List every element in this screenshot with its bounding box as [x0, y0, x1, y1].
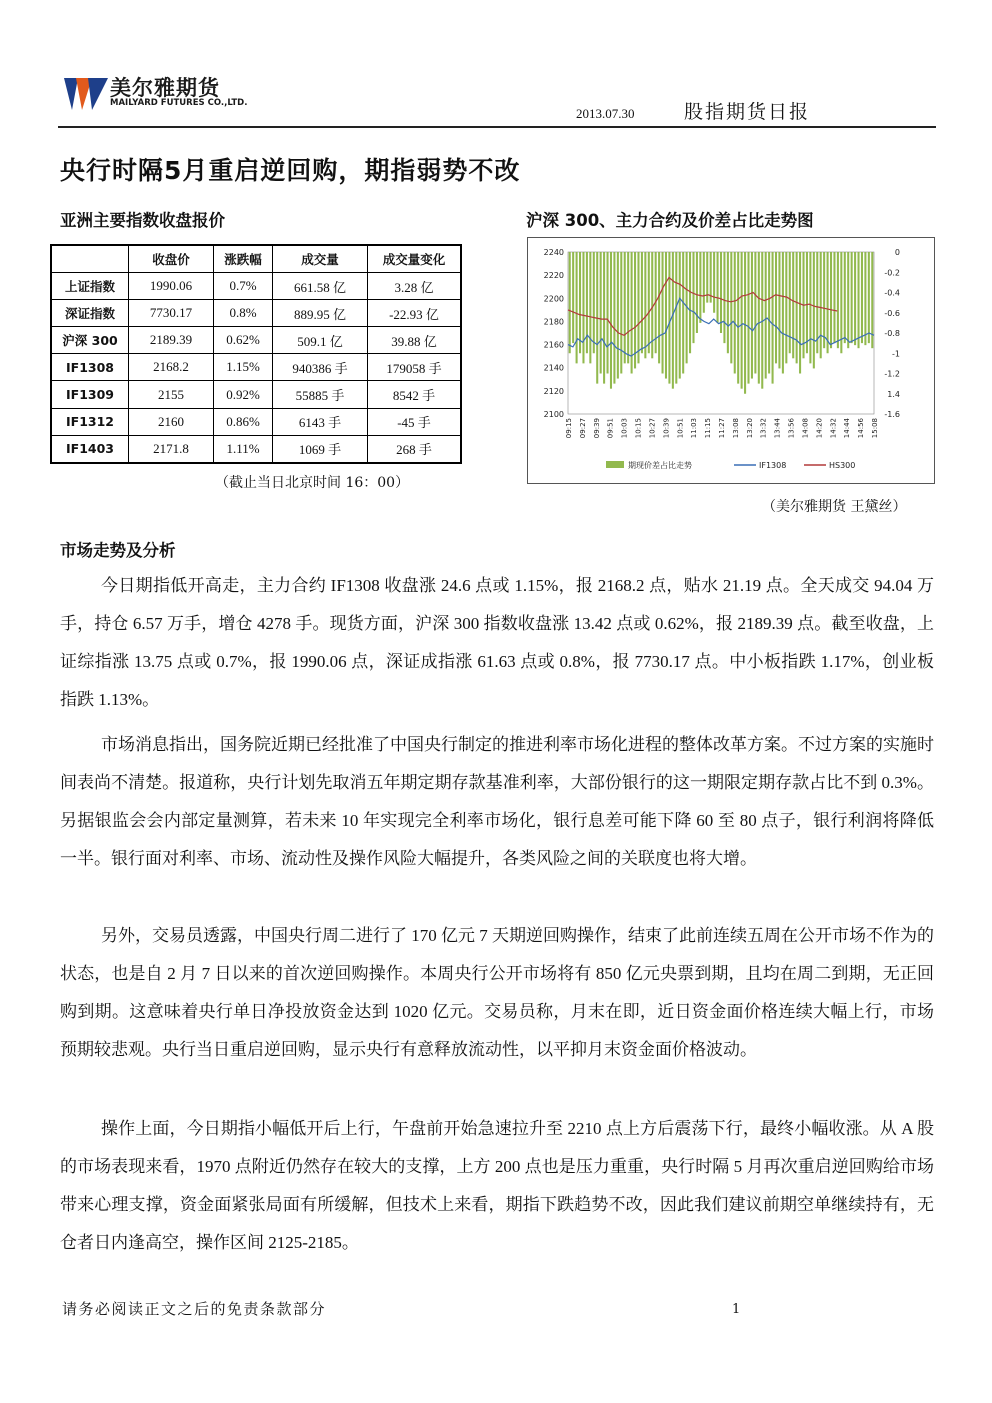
y-right-tick-label: -1.6 [884, 410, 900, 419]
table-cell: 940386 手 [273, 354, 368, 381]
spread-bar [833, 252, 835, 343]
x-tick-label: 13:20 [745, 418, 754, 439]
x-tick-label: 13:56 [787, 418, 796, 439]
spread-bar [637, 252, 639, 363]
table-heading: 亚洲主要指数收盘报价 [60, 211, 225, 230]
spread-bar [699, 252, 701, 323]
column-header: 成交量变化 [368, 245, 462, 273]
column-header: 收盘价 [129, 245, 214, 273]
x-tick-label: 13:08 [731, 418, 740, 439]
spread-bar [589, 252, 591, 363]
y-left-tick-label: 2200 [543, 294, 564, 304]
y-right-tick-label: -0.8 [884, 329, 900, 338]
spread-bar [610, 252, 612, 389]
row-label: IF1308 [51, 354, 129, 381]
disclaimer-note: 请务必阅读正文之后的免责条款部分 [62, 1300, 327, 1318]
x-tick-label: 13:32 [759, 418, 768, 439]
x-tick-label: 10:27 [648, 418, 657, 439]
spread-bar [844, 252, 846, 343]
table-cell: 2171.8 [129, 435, 214, 463]
column-header: 成交量 [273, 245, 368, 273]
table-row [51, 408, 461, 435]
spread-bar [665, 252, 667, 379]
y-right-tick-label: -0.4 [884, 288, 900, 298]
x-tick-label: 14:56 [857, 418, 866, 439]
spread-bar [689, 252, 691, 353]
spread-bar [696, 252, 698, 333]
spread-bar [864, 252, 866, 345]
table-cell: 889.95 亿 [273, 300, 368, 327]
spread-bar [768, 252, 770, 374]
spread-bar [765, 252, 767, 379]
spread-bar [830, 252, 832, 348]
x-tick-label: 10:51 [676, 418, 685, 439]
table-cell: 1069 手 [273, 435, 368, 463]
legend-swatch-bar [606, 461, 624, 468]
x-tick-label: 10:15 [634, 418, 643, 439]
spread-bar [751, 252, 753, 379]
spread-bar [796, 252, 798, 363]
spread-bar [851, 252, 853, 343]
spread-bar [723, 252, 725, 343]
spread-bar [837, 252, 839, 348]
x-tick-label: 11:27 [718, 418, 726, 439]
analysis-paragraph: 今日期指低开高走，主力合约 IF1308 收盘涨 24.6 点或 1.15%，报 2168.2 点，贴水 21.19 点。全天成交 94.04 万手，持仓 6.57 万手，增仓 4278 手。现货方面，沪深 300 指数收盘涨 13.42 点或 0.62%，报 2189.39 点。截至收盘，上证综指涨 13.75 点或 0.7%，报 1990.06 点，深证成指涨 61.63 点或 0.8%，报 7730.17 点。中小板指跌 1.17%，创业板指跌 1.13%。 [60, 576, 934, 709]
spread-bar [747, 252, 749, 384]
y-left-tick-label: 2160 [543, 340, 564, 350]
row-label: IF1312 [51, 408, 129, 435]
x-tick-label: 10:39 [662, 418, 671, 439]
row-label: IF1403 [51, 435, 129, 463]
analysis-paragraph: 另外，交易员透露，中国央行周二进行了 170 亿元 7 天期逆回购操作，结束了此前连续五周在公开市场不作为的状态，也是自 2 月 7 日以来的首次逆回购操作。本周央行公开市场将有 850 亿元央票到期，且均在周二到期，无正回购到期。这意味着央行单日净投放资金达到 1020 亿元。交易员称，月末在即，近日资金面价格连续大幅上行，市场预期较悲观。央行当日重启逆回购，显示央行有意释放流动性，以平抑月末资金面价格波动。 [60, 926, 934, 1059]
table-cell: 0.92% [214, 381, 273, 408]
spread-bar [827, 252, 829, 353]
table-row [51, 300, 461, 327]
table-cell: 2160 [129, 408, 214, 435]
y-left-tick-label: 2140 [543, 363, 564, 373]
table-cell: 55885 手 [273, 381, 368, 408]
table-note: （截止当日北京时间 16：00） [215, 475, 410, 491]
table-cell: 7730.17 [129, 300, 214, 327]
x-tick-label: 11:15 [704, 418, 713, 439]
spread-bar [634, 252, 636, 368]
logo-text-cn: 美尔雅期货 [110, 76, 220, 100]
row-label: 沪深 300 [51, 327, 129, 354]
spread-bar [593, 252, 595, 353]
x-tick-label: 13:44 [773, 418, 782, 439]
spread-bar [775, 252, 777, 363]
row-label: 深证指数 [51, 300, 129, 327]
spread-bar [758, 252, 760, 384]
spread-bar [744, 252, 746, 394]
spread-bar [582, 252, 584, 363]
table-cell: 0.8% [214, 300, 273, 327]
table-cell: 1.15% [214, 354, 273, 381]
table-cell: 661.58 亿 [273, 273, 368, 300]
row-label: 上证指数 [51, 273, 129, 300]
page-title: 央行时隔5月重启逆回购，期指弱势不改 [60, 156, 521, 185]
spread-bar [662, 252, 664, 374]
table-cell: 2155 [129, 381, 214, 408]
logo-text-en: MAILYARD FUTURES CO.,LTD. [110, 98, 248, 108]
spread-bar [607, 252, 609, 374]
spread-bar [772, 252, 774, 384]
spread-bar [692, 252, 694, 343]
spread-bar [734, 252, 736, 374]
table-cell: 8542 手 [368, 381, 462, 408]
spread-bar [785, 252, 787, 363]
spread-bar [823, 252, 825, 348]
header-divider [58, 126, 936, 128]
report-date: 2013.07.30 [576, 106, 635, 121]
spread-bar [806, 252, 808, 353]
column-header [51, 245, 129, 273]
chart-credit: （美尔雅期货 王黛丝） [762, 499, 907, 515]
table-cell: 6143 手 [273, 408, 368, 435]
table-row [51, 435, 461, 463]
table-cell: -22.93 亿 [368, 300, 462, 327]
spread-bar [792, 252, 794, 358]
y-right-tick-label: 0 [894, 248, 900, 257]
spread-bar [799, 252, 801, 374]
spread-bar [668, 252, 670, 384]
column-header: 涨跌幅 [214, 245, 273, 273]
spread-bar [847, 252, 849, 348]
y-right-tick-label: -0.2 [884, 268, 900, 278]
spread-bar [713, 252, 715, 313]
spread-bar [600, 252, 602, 374]
y-right-tick-label: -1 [892, 349, 900, 359]
y-right-tick-label: -0.6 [884, 308, 900, 318]
spread-bar [861, 252, 863, 343]
spread-bar [603, 252, 605, 384]
spread-bar [727, 252, 729, 353]
spread-bar [613, 252, 615, 384]
x-tick-label: 14:08 [801, 418, 810, 439]
chart-heading: 沪深 300、主力合约及价差占比走势图 [526, 211, 814, 230]
x-tick-label: 15:08 [871, 418, 879, 439]
y-left-tick-label: 2100 [543, 410, 564, 419]
table-cell: 509.1 亿 [273, 327, 368, 354]
table-cell: 1990.06 [129, 273, 214, 300]
spread-bar [737, 252, 739, 384]
spread-bar [778, 252, 780, 368]
spread-bar [868, 252, 870, 343]
y-right-tick-label: 1.4 [887, 389, 900, 399]
table-cell: 3.28 亿 [368, 273, 462, 300]
y-left-tick-label: 2120 [543, 386, 564, 396]
legend-label: 期现价差占比走势 [628, 461, 692, 470]
spread-bar [644, 252, 646, 358]
spread-bar [641, 252, 643, 353]
report-title: 股指期货日报 [684, 101, 811, 123]
spread-bar [675, 252, 677, 384]
spread-bar [627, 252, 629, 363]
spread-bar [682, 252, 684, 374]
spread-bar [576, 252, 578, 363]
analysis-paragraph: 操作上面，今日期指小幅低开后上行，午盘前开始急速拉升至 2210 点上方后震荡下行，最终小幅收涨。从 A 股的市场表现来看，1970 点附近仍然存在较大的支撑，上方 200 点也是压力重重，央行时隔 5 月再次重启逆回购给市场带来心理支撑，资金面紧张局面有所缓解，但技术上来看，期指下跌趋势不改，因此我们建议前期空单继续持有，无仓者日内逢高空，操作区间 2125-2185。 [60, 1119, 934, 1252]
spread-bar [741, 252, 743, 389]
table-cell: 39.88 亿 [368, 327, 462, 354]
analysis-paragraph: 市场消息指出，国务院近期已经批准了中国央行制定的推进利率市场化进程的整体改革方案。不过方案的实施时间表尚不清楚。报道称，央行计划先取消五年期定期存款基准利率，大部份银行的这一期限定期存款占比不到 0.3%。另据银监会会内部定量测算，若未来 10 年实现完全利率市场化，银行息差可能下降 60 至 80 点子，银行利润将降低一半。银行面对利率、市场、流动性及操作风险大幅提升，各类风险之间的关联度也将大增。 [60, 735, 934, 868]
spread-bar [579, 252, 581, 353]
x-tick-label: 14:44 [843, 418, 852, 439]
spread-bar [857, 252, 859, 348]
spread-bar [572, 252, 574, 343]
table-cell: 2168.2 [129, 354, 214, 381]
x-tick-label: 09:27 [578, 418, 587, 439]
y-left-tick-label: 2240 [543, 248, 564, 257]
spread-bar [813, 252, 815, 368]
spread-bar [617, 252, 619, 379]
spread-bar [672, 252, 674, 389]
legend-label: HS300 [829, 461, 856, 470]
row-label: IF1309 [51, 381, 129, 408]
spread-bar [730, 252, 732, 363]
spread-bar [717, 252, 719, 323]
x-tick-label: 14:32 [829, 418, 838, 439]
table-cell: 0.7% [214, 273, 273, 300]
table-cell: 0.62% [214, 327, 273, 354]
spread-bar [820, 252, 822, 358]
table-row [51, 273, 461, 300]
quotes-table [50, 244, 462, 464]
spread-bar [789, 252, 791, 353]
x-tick-label: 09:51 [606, 418, 615, 439]
x-tick-label: 09:39 [592, 418, 601, 439]
spread-bar [720, 252, 722, 333]
company-logo-icon [62, 70, 110, 116]
spread-bar [854, 252, 856, 345]
spread-bar [569, 252, 571, 353]
x-tick-label: 14:20 [815, 418, 824, 439]
y-left-tick-label: 2180 [543, 317, 564, 327]
table-cell: 2189.39 [129, 327, 214, 354]
table-row [51, 327, 461, 354]
spread-bar [648, 252, 650, 353]
table-row [51, 381, 461, 408]
spread-bar [624, 252, 626, 363]
x-tick-label: 11:03 [690, 418, 699, 439]
analysis-heading: 市场走势及分析 [60, 541, 176, 560]
table-row [51, 354, 461, 381]
chart-frame [527, 237, 935, 484]
table-cell: 179058 手 [368, 354, 462, 381]
table-cell: 1.11% [214, 435, 273, 463]
spread-bar [679, 252, 681, 379]
y-right-tick-label: -1.2 [884, 369, 900, 379]
spread-bar [703, 252, 705, 313]
table-cell: 0.86% [214, 408, 273, 435]
spread-chart [528, 238, 934, 483]
y-left-tick-label: 2220 [543, 271, 564, 281]
table-header-row [51, 245, 461, 273]
spread-bar [840, 252, 842, 353]
spread-bar [782, 252, 784, 374]
spread-bar [754, 252, 756, 374]
x-tick-label: 09:15 [565, 418, 573, 439]
spread-bar [620, 252, 622, 374]
table-cell: 268 手 [368, 435, 462, 463]
table-cell: -45 手 [368, 408, 462, 435]
x-tick-label: 10:03 [620, 418, 629, 439]
spread-bar [809, 252, 811, 363]
page-number: 1 [732, 1302, 741, 1317]
legend-label: IF1308 [759, 461, 787, 470]
spread-bar [658, 252, 660, 363]
